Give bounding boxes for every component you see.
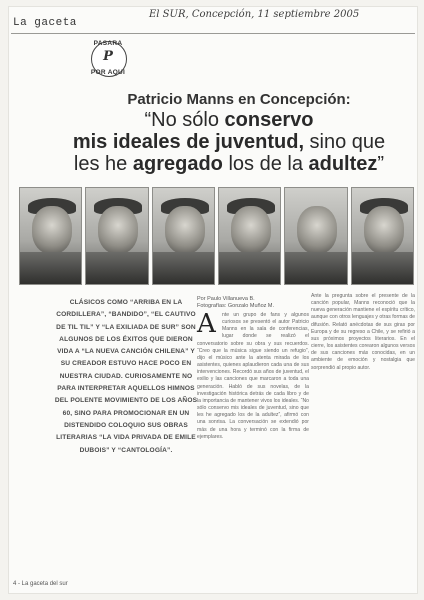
article-body-right: Ante la pregunta sobre el presente de la canción popular, Manns reconoció que la nueva generación mantiene el espíritu crítico, aunque con otros lenguajes y otras formas de difusión. Relató anécdotas de sus giras por Europa y de su regreso a Chile, y se refirió a sus próximos proyectos literarios. En el cierre, los asistentes corearon algunos versos de sus canciones más conocidas, en un ambiente de emoción y nostalgia que sorprendió al propio autor. xyxy=(311,293,415,371)
headline-part: adultez xyxy=(308,153,378,175)
portrait-photo xyxy=(351,187,414,285)
headline-part: los de la xyxy=(222,153,309,175)
headline-part: agregado xyxy=(132,153,223,175)
portrait-photo xyxy=(152,187,215,285)
logo-top-text: PASARA xyxy=(93,40,123,47)
portrait-photo xyxy=(218,187,281,285)
portrait-photo xyxy=(284,187,347,285)
headline-part: sino que xyxy=(304,131,386,153)
logo-bottom-text: POR AQUI xyxy=(90,69,126,76)
newspaper-page xyxy=(8,6,418,594)
photo-credit: Fotografías: Gonzalo Muñoz M. xyxy=(197,303,275,309)
photo-strip xyxy=(19,187,414,287)
header-rule xyxy=(11,33,415,34)
handwritten-note: El SUR, Concepción, 11 septiembre 2005 xyxy=(149,9,360,20)
portrait-photo xyxy=(19,187,82,285)
page-folio: 4 - La gaceta del sur xyxy=(13,581,68,587)
headline-part: “No sólo xyxy=(144,109,225,131)
logo-mark: P xyxy=(103,49,113,64)
body-text: nte un grupo de fans y algunos curiosos se presentó el autor Patricio Manns en la sala de conferencias, lugar donde se realizó el conversatorio sobre su obra y sus recuerdos. “Creo que la música sigue siendo un refugio”, dijo el músico ante la atenta mirada de los asistentes, quienes aplaudieron cada una de sus intervenciones. Recordó sus años de juventud, el exilio y las canciones que marcaron a toda una generación. Habló de sus novelas, de la investigación histórica detrás de cada libro y de la importancia de mantener vivos los ideales. “No sólo conservo mis ideales de juventud, sino que les he agregado los de la adultez”, afirmó con una sonrisa. La conversación se extendió por más de una hora y terminó con la firma de ejemplares. xyxy=(197,312,309,440)
headline-part: mis ideales de juventud, xyxy=(72,131,304,153)
headline-part: ” xyxy=(377,153,385,175)
article-headline xyxy=(49,109,409,175)
portrait-photo xyxy=(85,187,148,285)
pasara-por-aqui-logo xyxy=(79,37,137,79)
headline-part: conservo xyxy=(224,109,314,131)
article-kicker: Patricio Manns en Concepción: xyxy=(127,91,351,108)
author-name: Por Paulo Villanueva B. xyxy=(197,296,255,302)
article-body-left xyxy=(197,309,309,441)
section-label: La gaceta xyxy=(13,17,77,29)
article-caption: CLÁSICOS COMO “ARRIBA EN LA CORDILLERA”, “BANDIDO”, “EL CAUTIVO DE TIL TIL” Y “LA EXILIADA DE SUR” SON ALGUNOS DE LOS ÉXITOS QUE DIERON VIDA A “LA NUEVA CANCIÓN CHILENA” Y SU CREADOR ESTUVO HACE POCO EN NUESTRA CIUDAD. CURIOSAMENTE NO PARA INTERPRETAR AQUELLOS HIMNOS DEL POLENTE MOVIMIENTO DE LOS AÑOS 60, SINO PARA PROMOCIONAR EN UN DISTENDIDO COLOQUIO SUS OBRAS LITERARIAS “LA VIDA PRIVADA DE EMILE DUBOIS” Y “CANTOLOGÍA”. xyxy=(54,299,198,454)
article-byline xyxy=(197,296,307,310)
drop-cap: A xyxy=(197,309,216,339)
headline-part: les he xyxy=(73,153,133,175)
